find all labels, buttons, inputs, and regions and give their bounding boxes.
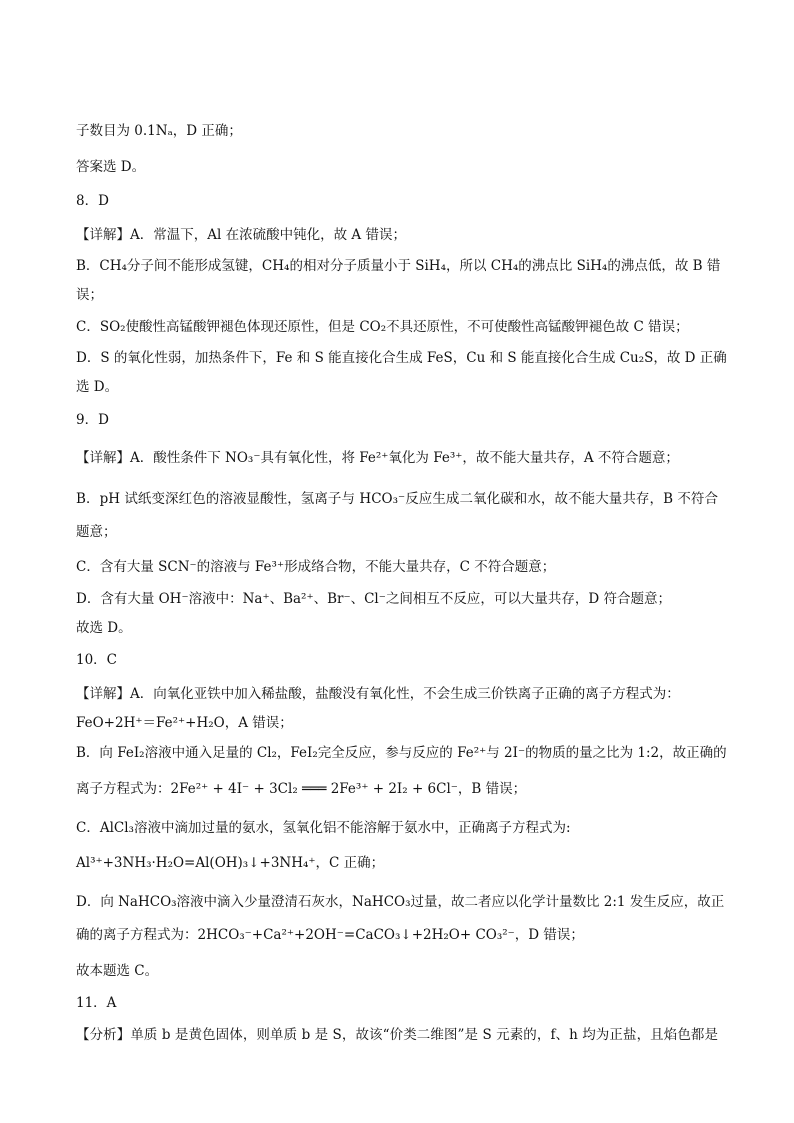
text-line-8: D．S 的氧化性弱，加热条件下，Fe 和 S 能直接化合生成 FeS，Cu 和 S 能直接化合生成 Cu₂S，故 D 正确 <box>76 350 727 366</box>
text-line-18: 【详解】A．向氧化亚铁中加入稀盐酸，盐酸没有氧化性，不会生成三价铁离子正确的离子方程式为： <box>76 686 680 702</box>
text-line-28: 【分析】单质 b 是黄色固体，则单质 b 是 S，故该“价类二维图”是 S 元素的，f、h 均为正盐，且焰色都是 <box>76 1027 718 1043</box>
text-line-6: 误； <box>76 287 103 303</box>
text-line-26: 故本题选 C。 <box>76 963 159 979</box>
text-line-1: 子数目为 0.1Nₐ，D 正确； <box>76 123 242 139</box>
text-line-27: 11．A <box>76 995 117 1011</box>
text-line-25: 确的离子方程式为：2HCO₃⁻+Ca²⁺+2OH⁻=CaCO₃↓+2H₂O+ CO₃²⁻，D 错误； <box>76 927 584 943</box>
text-line-9: 选 D。 <box>76 379 119 395</box>
text-line-24: D．向 NaHCO₃溶液中滴入少量澄清石灰水，NaHCO₃过量，故二者应以化学计量数比 2:1 发生反应，故正 <box>76 894 725 910</box>
text-line-10: 9．D <box>76 412 109 428</box>
text-line-4: 【详解】A．常温下，Al 在浓硫酸中钝化，故 A 错误； <box>76 227 406 243</box>
text-line-12: B．pH 试纸变深红色的溶液显酸性，氢离子与 HCO₃⁻反应生成二氧化碳和水，故不能大量共存，B 不符合 <box>76 491 718 507</box>
text-line-17: 10．C <box>76 652 118 668</box>
text-line-20: B．向 FeI₂溶液中通入足量的 Cl₂，FeI₂完全反应，参与反应的 Fe²⁺与 2I⁻的物质的量之比为 1:2，故正确的 <box>76 745 727 761</box>
text-line-2: 答案选 D。 <box>76 159 146 175</box>
text-line-16: 故选 D。 <box>76 620 132 636</box>
text-line-15: D．含有大量 OH⁻溶液中：Na⁺、Ba²⁺、Br⁻、Cl⁻之间相互不反应，可以大量共存，D 符合题意； <box>76 591 671 607</box>
text-line-3: 8．D <box>76 193 109 209</box>
text-line-11: 【详解】A．酸性条件下 NO₃⁻具有氧化性，将 Fe²⁺氧化为 Fe³⁺，故不能大量共存，A 不符合题意； <box>76 450 679 466</box>
text-line-14: C．含有大量 SCN⁻的溶液与 Fe³⁺形成络合物，不能大量共存，C 不符合题意； <box>76 559 556 575</box>
text-line-7: C．SO₂使酸性高锰酸钾褪色体现还原性，但是 CO₂不具还原性，不可使酸性高锰酸钾褪色故 C 错误； <box>76 319 689 335</box>
text-line-13: 题意； <box>76 524 117 540</box>
text-line-21: 离子方程式为：2Fe²⁺ + 4I⁻ + 3Cl₂ ═══ 2Fe³⁺ + 2I₂ + 6Cl⁻，B 错误； <box>76 781 527 797</box>
text-line-19: FeO+2H⁺＝Fe²⁺+H₂O，A 错误； <box>76 715 293 731</box>
text-line-23: Al³⁺+3NH₃·H₂O=Al(OH)₃↓+3NH₄⁺，C 正确； <box>76 855 385 871</box>
text-line-22: C．AlCl₃溶液中滴加过量的氨水，氢氧化铝不能溶解于氨水中，正确离子方程式为: <box>76 820 571 836</box>
text-line-5: B．CH₄分子间不能形成氢键，CH₄的相对分子质量小于 SiH₄，所以 CH₄的沸点比 SiH₄的沸点低，故 B 错 <box>76 258 721 274</box>
